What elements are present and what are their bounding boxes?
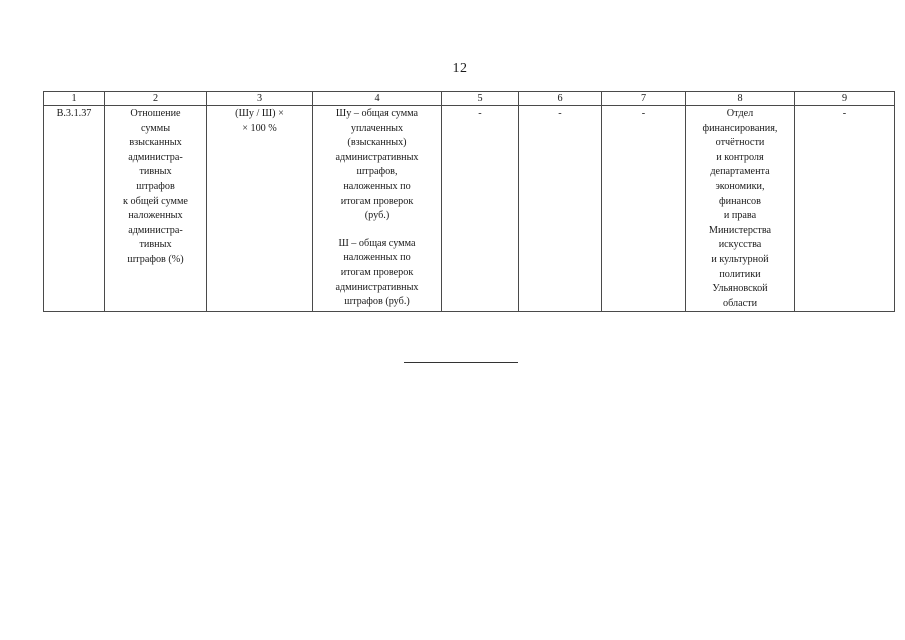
page-number: 12: [452, 61, 468, 76]
cell-responsible: [686, 106, 795, 312]
cell-code: [44, 106, 105, 312]
cell-col6: [519, 106, 602, 312]
column-header-7: 7: [602, 92, 686, 106]
cell-col9: [795, 106, 895, 312]
table-header-row: [44, 92, 895, 106]
cell-formula: [207, 106, 313, 312]
column-header-1: 1: [44, 92, 105, 106]
column-header-3: 3: [207, 92, 313, 106]
column-header-4: 4: [313, 92, 442, 106]
indicator-formula: (Шу / Ш) × × 100 %: [235, 108, 284, 134]
column-header-5: 5: [442, 92, 519, 106]
table-row: [44, 106, 895, 312]
dash-value: -: [842, 108, 847, 119]
end-divider-line: [404, 362, 518, 363]
indicator-table: [43, 91, 895, 312]
column-header-6: 6: [519, 92, 602, 106]
indicator-name: Отношение суммы взысканных администра- тивных штрафов к общей сумме наложенных администра- тивных штрафов (%): [123, 108, 188, 265]
paragraph-gap: [315, 224, 439, 237]
column-header-9: 9: [795, 92, 895, 106]
responsible-department: Отдел финансирования, отчётности и контроля департамента экономики, финансов и права Министерства искусства и культурной политики Ульяновской области: [702, 108, 778, 309]
cell-col5: [442, 106, 519, 312]
cell-definitions: [313, 106, 442, 312]
dash-value: -: [641, 108, 646, 119]
indicator-code: В.3.1.37: [56, 108, 92, 119]
column-header-8: 8: [686, 92, 795, 106]
cell-indicator: [105, 106, 207, 312]
dash-value: -: [478, 108, 482, 119]
column-header-2: 2: [105, 92, 207, 106]
dash-value: -: [558, 108, 562, 119]
cell-col7: [602, 106, 686, 312]
definition-paid-fines: Шу – общая сумма уплаченных (взысканных) административных штрафов, наложенных по итогам проверок (руб.): [335, 108, 419, 222]
definition-imposed-fines: Ш – общая сумма наложенных по итогам проверок административных штрафов (руб.): [335, 237, 419, 308]
